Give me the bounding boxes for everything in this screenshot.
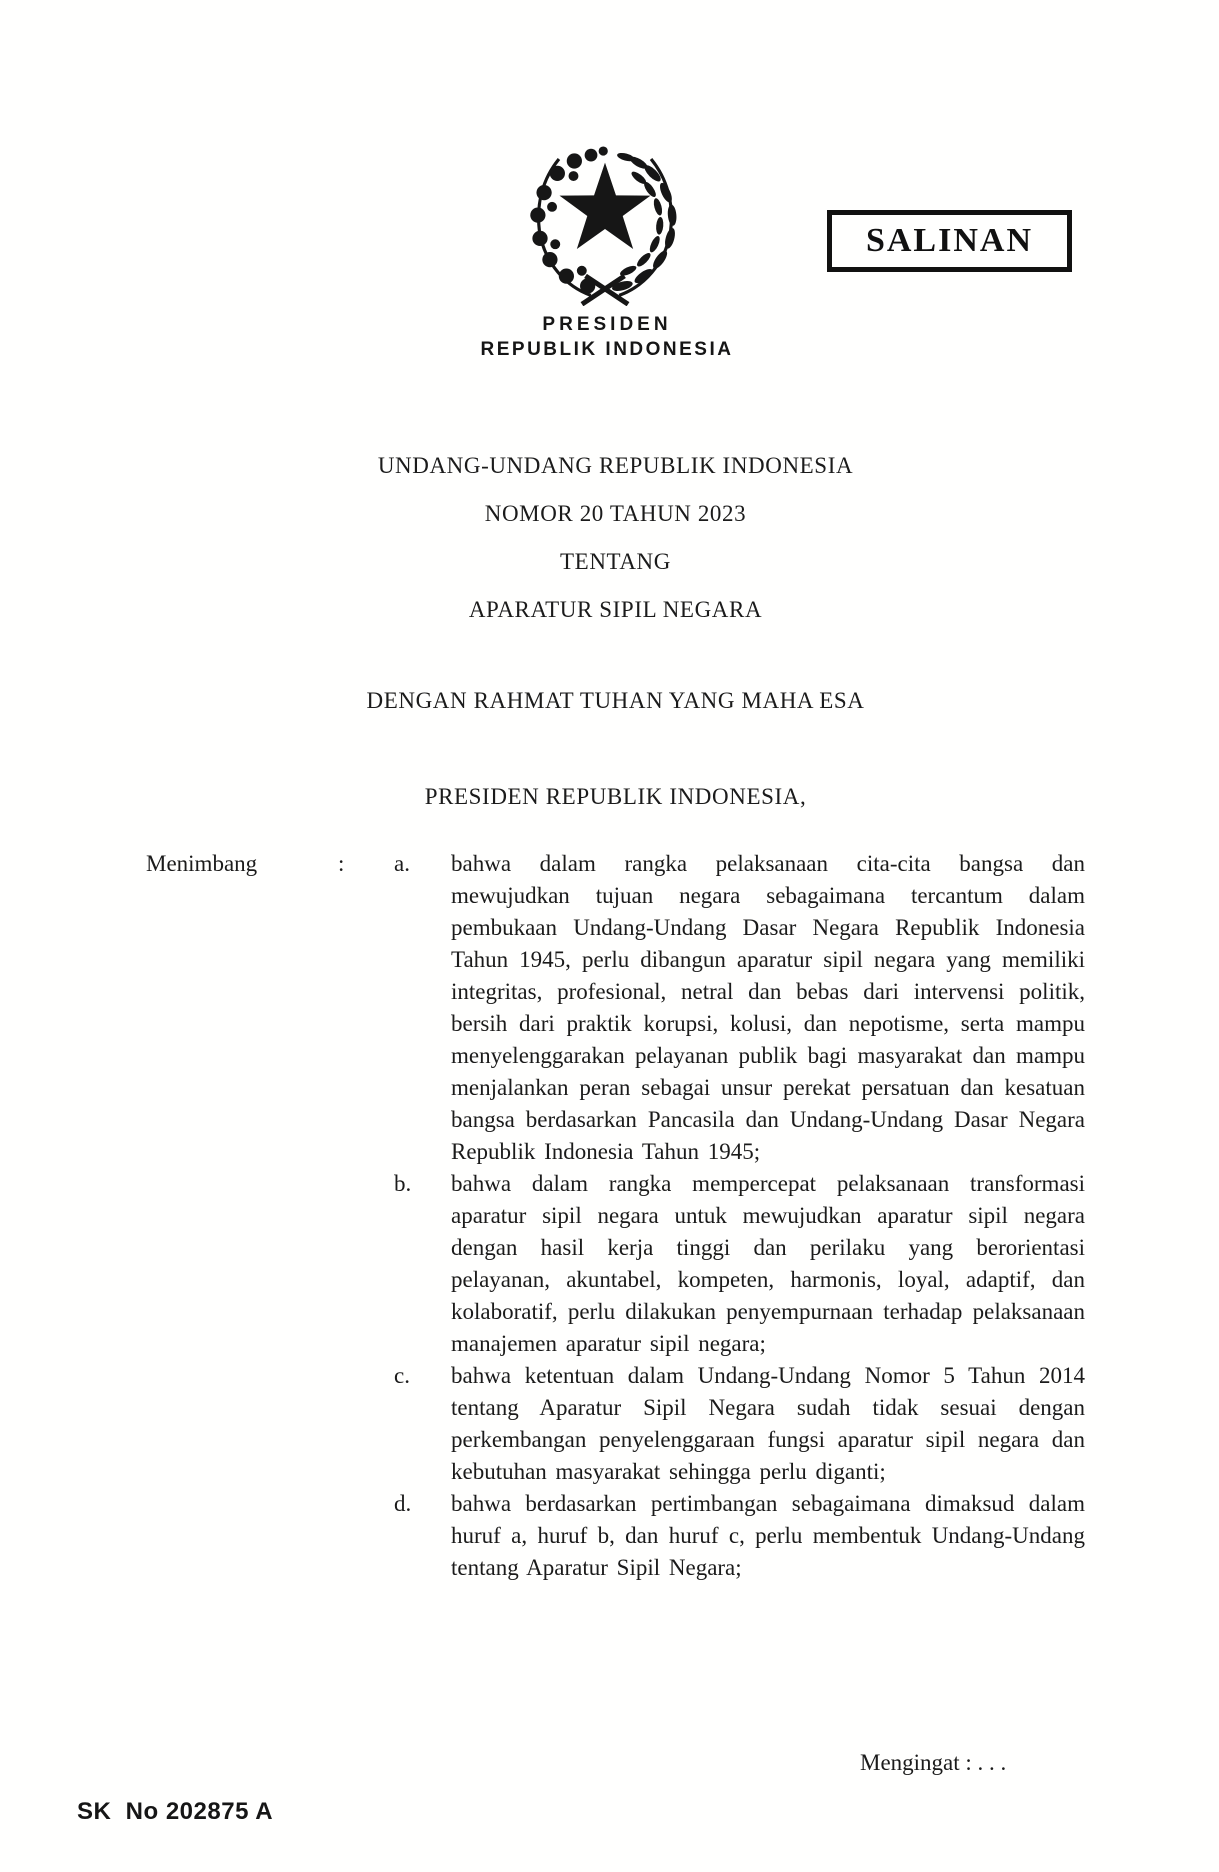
presidential-star-wreath-emblem-icon bbox=[515, 136, 695, 306]
invocation-line: DENGAN RAHMAT TUHAN YANG MAHA ESA bbox=[366, 688, 865, 713]
continuation-marker: Mengingat : . . . bbox=[860, 1750, 1007, 1775]
salinan-stamp bbox=[827, 210, 1072, 272]
considerations-list bbox=[394, 848, 1085, 1584]
considerations-section bbox=[146, 848, 1085, 1584]
item-text: bahwa ketentuan dalam Undang-Undang Nomor 5 Tahun 2014 tentang Aparatur Sipil Negara sudah tidak sesuai dengan perkembangan penyelenggaraan fungsi aparatur sipil negara dan kebutuhan masyarakat sehingga perlu diganti; bbox=[451, 1363, 1085, 1484]
item-text: bahwa dalam rangka mempercepat pelaksanaan transformasi aparatur sipil negara untuk mewujudkan aparatur sipil negara dengan hasil kerja tinggi dan perilaku yang berorientasi pelayanan, akuntabel, kompeten, harmonis, loyal, adaptif, dan kolaboratif, perlu dilakukan penyempurnaan terhadap pelaksanaan manajemen aparatur sipil negara; bbox=[451, 1171, 1085, 1356]
page-footer-code: SK No 202875 A bbox=[77, 1798, 274, 1825]
letterhead-republik-indonesia: REPUBLIK INDONESIA bbox=[480, 339, 734, 360]
title-line-subject: APARATUR SIPIL NEGARA bbox=[468, 597, 763, 622]
consideration-item-a bbox=[394, 848, 1085, 1168]
title-line-tentang: TENTANG bbox=[560, 549, 671, 574]
item-text: bahwa berdasarkan pertimbangan sebagaimana dimaksud dalam huruf a, huruf b, dan huruf c, perlu membentuk Undang-Undang tentang Aparatur Sipil Negara; bbox=[451, 1491, 1085, 1580]
consideration-item-c bbox=[394, 1360, 1085, 1488]
consideration-item-d bbox=[394, 1488, 1085, 1584]
considerations-label: Menimbang bbox=[146, 851, 258, 876]
title-block bbox=[146, 442, 1085, 634]
considerations-colon: : bbox=[338, 851, 345, 876]
letterhead-presiden: PRESIDEN bbox=[542, 314, 672, 335]
item-letter: d. bbox=[394, 1491, 412, 1516]
item-letter: b. bbox=[394, 1171, 412, 1196]
authority-line: PRESIDEN REPUBLIK INDONESIA, bbox=[424, 784, 807, 809]
item-text: bahwa dalam rangka pelaksanaan cita-cita bangsa dan mewujudkan tujuan negara sebagaimana tercantum dalam pembukaan Undang-Undang Dasar Negara Republik Indonesia Tahun 1945, perlu dibangun aparatur sipil negara yang memiliki integritas, profesional, netral dan bebas dari intervensi politik, bersih dari praktik korupsi, kolusi, dan nepotisme, serta mampu menyelenggarakan pelayanan publik bagi masyarakat dan mampu menjalankan peran sebagai unsur perekat persatuan dan kesatuan bangsa berdasarkan Pancasila dan Undang-Undang Dasar Negara Republik Indonesia Tahun 1945; bbox=[451, 851, 1085, 1164]
salinan-stamp-label: SALINAN bbox=[865, 222, 1034, 259]
consideration-item-b bbox=[394, 1168, 1085, 1360]
item-letter: a. bbox=[394, 851, 410, 876]
title-line-law: UNDANG-UNDANG REPUBLIK INDONESIA bbox=[377, 453, 854, 478]
letterhead bbox=[407, 314, 807, 361]
item-letter: c. bbox=[394, 1363, 410, 1388]
title-line-number: NOMOR 20 TAHUN 2023 bbox=[484, 501, 747, 526]
